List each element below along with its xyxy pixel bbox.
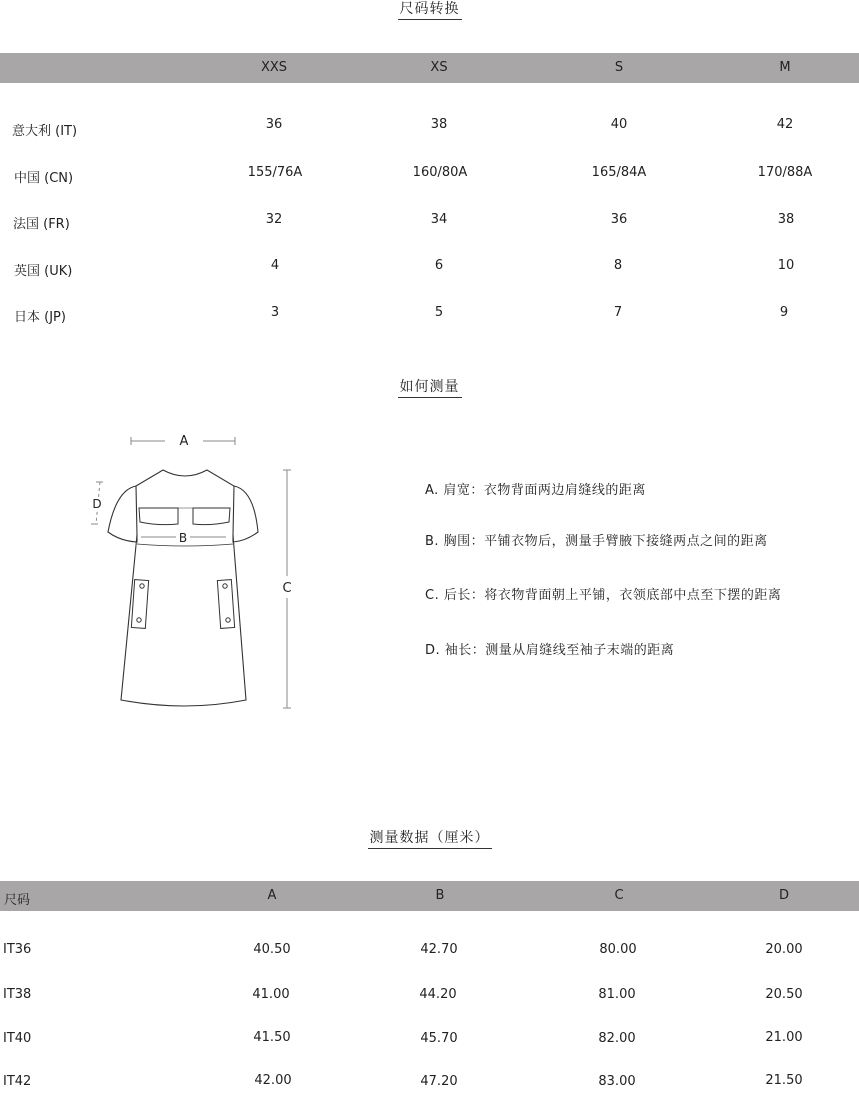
left-sleeve: [108, 486, 137, 542]
size-row-label: 法国 (FR): [13, 217, 70, 232]
size-cell: 34: [430, 212, 448, 227]
size-cell: 10: [777, 258, 795, 273]
size-cell: 32: [265, 212, 283, 227]
chest-pocket-right: [193, 508, 230, 525]
measure-desc-a: A. 肩宽：衣物背面两边肩缝线的距离: [425, 483, 646, 498]
measure-col-header: C: [614, 888, 624, 903]
how-to-measure-title: 如何测量: [0, 376, 859, 398]
measure-cell: 41.50: [253, 1030, 291, 1045]
measure-cell: 83.00: [598, 1074, 636, 1089]
measure-desc-d: D. 袖长：测量从肩缝线至袖子末端的距离: [425, 643, 675, 658]
size-table-header: [0, 53, 859, 83]
size-cell: 7: [613, 305, 623, 320]
measure-row-label: IT36: [3, 942, 32, 957]
size-row-label: 中国 (CN): [14, 171, 74, 186]
measure-cell: 41.00: [252, 987, 290, 1002]
size-cell: 8: [613, 258, 623, 273]
measure-cell: 45.70: [420, 1031, 458, 1046]
chest-pocket-left: [139, 508, 178, 525]
measure-row-label: IT40: [3, 1031, 32, 1046]
size-cell: 5: [434, 305, 444, 320]
size-cell: 165/84A: [591, 165, 647, 180]
measure-row-label: IT38: [3, 987, 32, 1002]
measure-header-label: 尺码: [4, 893, 31, 908]
size-cell: 38: [430, 117, 448, 132]
measure-cell: 47.20: [420, 1074, 458, 1089]
measure-col-header: D: [778, 888, 790, 903]
size-row-label: 英国 (UK): [14, 264, 73, 279]
button-icon: [140, 584, 144, 588]
measure-desc-c: C. 后长：将衣物背面朝上平铺，衣领底部中点至下摆的距离: [425, 588, 782, 603]
dress-diagram: [0, 420, 859, 720]
measure-cell: 21.00: [765, 1030, 803, 1045]
measure-cell: 42.70: [420, 942, 458, 957]
size-cell: 160/80A: [412, 165, 468, 180]
size-cell: 40: [610, 117, 628, 132]
measure-cell: 20.00: [765, 942, 803, 957]
size-cell: 38: [777, 212, 795, 227]
label-d: D: [92, 497, 102, 511]
measure-desc-b: B. 胸围：平铺衣物后，测量手臂腋下接缝两点之间的距离: [425, 534, 768, 549]
size-cell: 3: [270, 305, 280, 320]
size-cell: 36: [265, 117, 283, 132]
measurement-data-title: 测量数据（厘米）: [0, 827, 859, 849]
measure-col-header: A: [267, 888, 277, 903]
button-icon: [226, 618, 230, 622]
measure-col-header: B: [435, 888, 445, 903]
size-cell: 36: [610, 212, 628, 227]
measure-cell: 20.50: [765, 987, 803, 1002]
size-col-header: M: [779, 60, 791, 75]
size-col-header: XS: [430, 60, 448, 75]
size-row-label: 意大利 (IT): [12, 124, 78, 139]
size-col-header: S: [614, 60, 624, 75]
measure-cell: 21.50: [765, 1073, 803, 1088]
size-row-label: 日本 (JP): [14, 310, 66, 325]
size-cell: 170/88A: [757, 165, 813, 180]
measure-cell: 40.50: [253, 942, 291, 957]
dress-body: [121, 470, 246, 706]
label-c: C: [282, 581, 292, 596]
measure-cell: 42.00: [254, 1073, 292, 1088]
measure-cell: 81.00: [598, 987, 636, 1002]
size-cell: 4: [270, 258, 280, 273]
size-cell: 6: [434, 258, 444, 273]
right-sleeve: [233, 486, 258, 542]
label-b: B: [178, 531, 188, 545]
size-cell: 155/76A: [247, 165, 303, 180]
measure-cell: 82.00: [598, 1031, 636, 1046]
measure-cell: 44.20: [419, 987, 457, 1002]
size-conversion-title: 尺码转换: [0, 0, 859, 20]
button-icon: [137, 618, 141, 622]
button-icon: [223, 584, 227, 588]
size-col-header: XXS: [260, 60, 288, 75]
measure-table-header: [0, 881, 859, 911]
measure-cell: 80.00: [599, 942, 637, 957]
measure-row-label: IT42: [3, 1074, 32, 1089]
label-a: A: [179, 434, 189, 449]
size-cell: 42: [776, 117, 794, 132]
size-cell: 9: [779, 305, 789, 320]
